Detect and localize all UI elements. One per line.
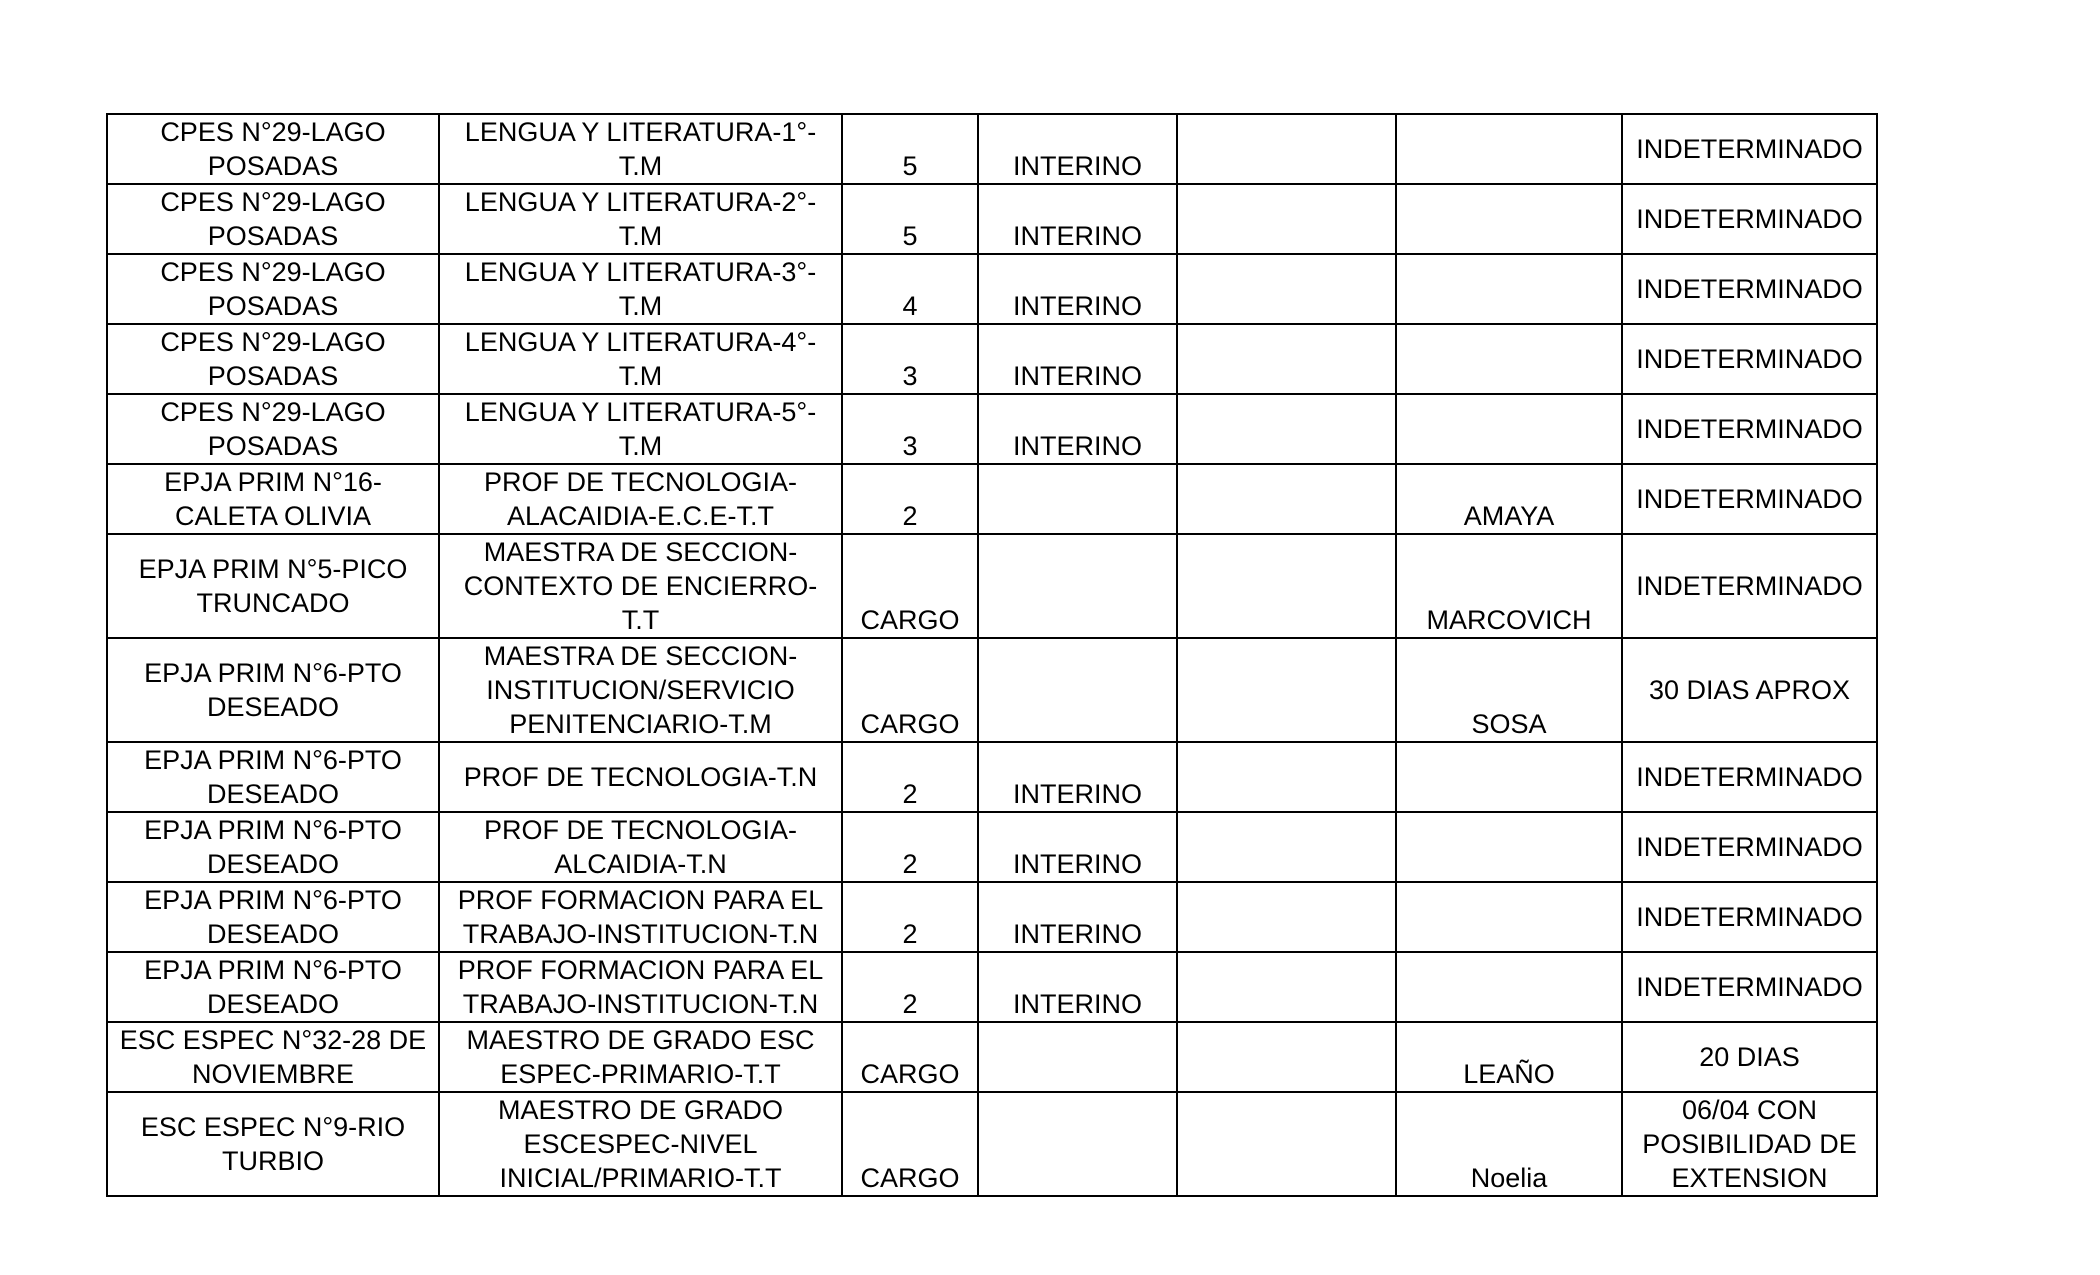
name-cell (1396, 254, 1622, 324)
subject-cell: PROF DE TECNOLOGIA-T.N (439, 742, 842, 812)
subject-cell: MAESTRO DE GRADO ESC ESPEC-PRIMARIO-T.T (439, 1022, 842, 1092)
vacancies-table (106, 113, 1878, 1197)
duration-cell: INDETERMINADO (1622, 952, 1877, 1022)
extra-cell (1177, 184, 1396, 254)
extra-cell (1177, 638, 1396, 742)
hours-cell: 2 (842, 952, 978, 1022)
status-cell (978, 464, 1177, 534)
subject-cell: PROF FORMACION PARA EL TRABAJO-INSTITUCION-T.N (439, 952, 842, 1022)
status-cell (978, 534, 1177, 638)
extra-cell (1177, 254, 1396, 324)
table-row (107, 638, 1877, 742)
hours-cell: 2 (842, 812, 978, 882)
school-cell: CPES N°29-LAGO POSADAS (107, 114, 439, 184)
name-cell (1396, 394, 1622, 464)
school-cell: ESC ESPEC N°9-RIO TURBIO (107, 1092, 439, 1196)
extra-cell (1177, 882, 1396, 952)
school-cell: CPES N°29-LAGO POSADAS (107, 394, 439, 464)
school-cell: EPJA PRIM N°6-PTO DESEADO (107, 742, 439, 812)
table-row (107, 1092, 1877, 1196)
hours-cell: CARGO (842, 534, 978, 638)
hours-cell: 4 (842, 254, 978, 324)
subject-cell: MAESTRO DE GRADO ESCESPEC-NIVEL INICIAL/PRIMARIO-T.T (439, 1092, 842, 1196)
status-cell: INTERINO (978, 184, 1177, 254)
school-cell: EPJA PRIM N°5-PICO TRUNCADO (107, 534, 439, 638)
school-cell: ESC ESPEC N°32-28 DE NOVIEMBRE (107, 1022, 439, 1092)
duration-cell: INDETERMINADO (1622, 534, 1877, 638)
hours-cell: 3 (842, 394, 978, 464)
hours-cell: 5 (842, 114, 978, 184)
status-cell: INTERINO (978, 324, 1177, 394)
extra-cell (1177, 742, 1396, 812)
school-cell: EPJA PRIM N°6-PTO DESEADO (107, 812, 439, 882)
table-row (107, 534, 1877, 638)
extra-cell (1177, 464, 1396, 534)
status-cell (978, 638, 1177, 742)
subject-cell: LENGUA Y LITERATURA-1°- T.M (439, 114, 842, 184)
table-row (107, 394, 1877, 464)
extra-cell (1177, 394, 1396, 464)
table-row (107, 882, 1877, 952)
duration-cell: 30 DIAS APROX (1622, 638, 1877, 742)
table-row (107, 184, 1877, 254)
duration-cell: INDETERMINADO (1622, 254, 1877, 324)
duration-cell: INDETERMINADO (1622, 464, 1877, 534)
name-cell: LEAÑO (1396, 1022, 1622, 1092)
subject-cell: PROF DE TECNOLOGIA- ALCAIDIA-T.N (439, 812, 842, 882)
status-cell: INTERINO (978, 952, 1177, 1022)
table-row (107, 254, 1877, 324)
hours-cell: 2 (842, 742, 978, 812)
school-cell: CPES N°29-LAGO POSADAS (107, 254, 439, 324)
subject-cell: LENGUA Y LITERATURA-3°- T.M (439, 254, 842, 324)
table-body (107, 114, 1877, 1196)
name-cell (1396, 952, 1622, 1022)
name-cell (1396, 812, 1622, 882)
status-cell: INTERINO (978, 254, 1177, 324)
school-cell: CPES N°29-LAGO POSADAS (107, 324, 439, 394)
hours-cell: CARGO (842, 638, 978, 742)
extra-cell (1177, 952, 1396, 1022)
name-cell (1396, 742, 1622, 812)
extra-cell (1177, 324, 1396, 394)
table-row (107, 114, 1877, 184)
duration-cell: INDETERMINADO (1622, 882, 1877, 952)
extra-cell (1177, 1092, 1396, 1196)
extra-cell (1177, 812, 1396, 882)
status-cell (978, 1092, 1177, 1196)
status-cell: INTERINO (978, 114, 1177, 184)
name-cell (1396, 882, 1622, 952)
duration-cell: 20 DIAS (1622, 1022, 1877, 1092)
name-cell: Noelia (1396, 1092, 1622, 1196)
extra-cell (1177, 1022, 1396, 1092)
subject-cell: PROF FORMACION PARA EL TRABAJO-INSTITUCION-T.N (439, 882, 842, 952)
name-cell: AMAYA (1396, 464, 1622, 534)
table-row (107, 742, 1877, 812)
school-cell: EPJA PRIM N°6-PTO DESEADO (107, 952, 439, 1022)
subject-cell: LENGUA Y LITERATURA-5°- T.M (439, 394, 842, 464)
name-cell (1396, 184, 1622, 254)
school-cell: CPES N°29-LAGO POSADAS (107, 184, 439, 254)
name-cell: SOSA (1396, 638, 1622, 742)
subject-cell: LENGUA Y LITERATURA-4°- T.M (439, 324, 842, 394)
status-cell: INTERINO (978, 742, 1177, 812)
subject-cell: LENGUA Y LITERATURA-2°- T.M (439, 184, 842, 254)
extra-cell (1177, 114, 1396, 184)
status-cell: INTERINO (978, 882, 1177, 952)
school-cell: EPJA PRIM N°6-PTO DESEADO (107, 638, 439, 742)
duration-cell: 06/04 CON POSIBILIDAD DE EXTENSION (1622, 1092, 1877, 1196)
table-row (107, 812, 1877, 882)
duration-cell: INDETERMINADO (1622, 324, 1877, 394)
extra-cell (1177, 534, 1396, 638)
name-cell (1396, 324, 1622, 394)
hours-cell: 2 (842, 882, 978, 952)
subject-cell: MAESTRA DE SECCION- CONTEXTO DE ENCIERRO- T.T (439, 534, 842, 638)
duration-cell: INDETERMINADO (1622, 114, 1877, 184)
table-row (107, 464, 1877, 534)
table-row (107, 324, 1877, 394)
school-cell: EPJA PRIM N°16- CALETA OLIVIA (107, 464, 439, 534)
duration-cell: INDETERMINADO (1622, 812, 1877, 882)
duration-cell: INDETERMINADO (1622, 184, 1877, 254)
status-cell (978, 1022, 1177, 1092)
school-cell: EPJA PRIM N°6-PTO DESEADO (107, 882, 439, 952)
name-cell: MARCOVICH (1396, 534, 1622, 638)
name-cell (1396, 114, 1622, 184)
hours-cell: 5 (842, 184, 978, 254)
subject-cell: PROF DE TECNOLOGIA- ALACAIDIA-E.C.E-T.T (439, 464, 842, 534)
subject-cell: MAESTRA DE SECCION- INSTITUCION/SERVICIO PENITENCIARIO-T.M (439, 638, 842, 742)
table-row (107, 1022, 1877, 1092)
hours-cell: 2 (842, 464, 978, 534)
duration-cell: INDETERMINADO (1622, 394, 1877, 464)
hours-cell: 3 (842, 324, 978, 394)
hours-cell: CARGO (842, 1022, 978, 1092)
table-row (107, 952, 1877, 1022)
hours-cell: CARGO (842, 1092, 978, 1196)
status-cell: INTERINO (978, 812, 1177, 882)
status-cell: INTERINO (978, 394, 1177, 464)
duration-cell: INDETERMINADO (1622, 742, 1877, 812)
